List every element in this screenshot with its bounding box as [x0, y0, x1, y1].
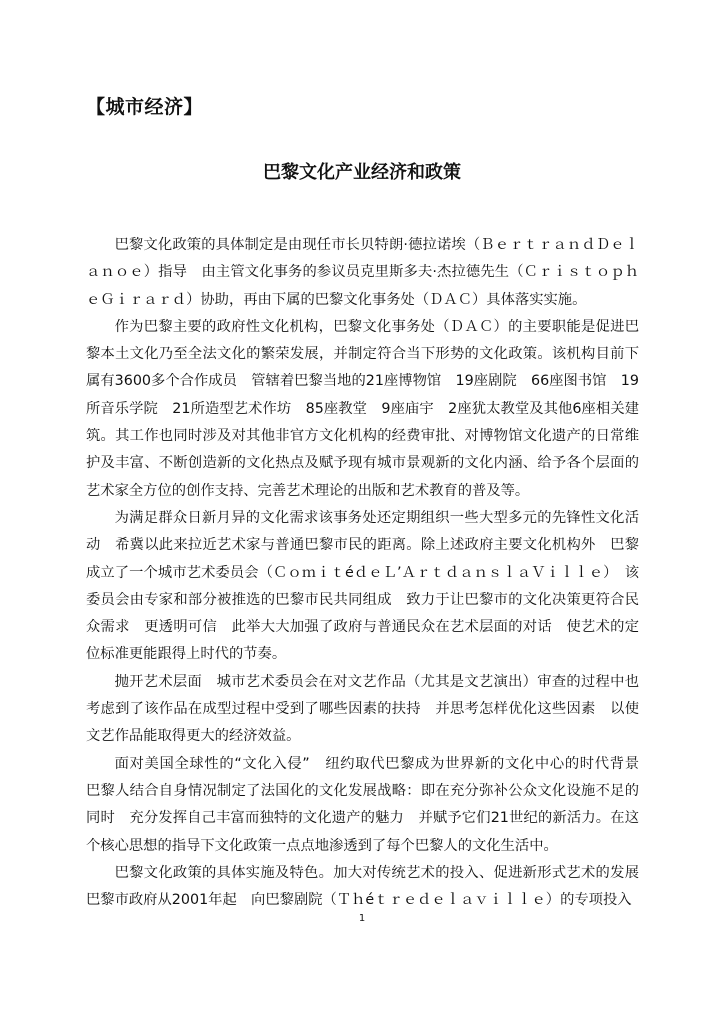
- article-body: [86, 232, 654, 914]
- article-title: 巴黎文化产业经济和政策: [263, 162, 461, 183]
- paragraph: 面对美国全球性的“文化入侵” 纽约取代巴黎成为世界新的文化中心的时代背景 巴黎人结合自身情况制定了法国化的文化发展战略：即在充分弥补公众文化设施不足的同时 充分发挥自己丰富而独特的文化遗产的魅力 并赋予它们21世纪的新活力。在这个核心思想的指导下文化政策一点点地渗透到了每个巴黎人的文化生活中。: [86, 755, 654, 854]
- paragraph: 作为巴黎主要的政府性文化机构，巴黎文化事务处（ＤＡＣ）的主要职能是促进巴黎本土文化乃至全法文化的繁荣发展，并制定符合当下形势的文化政策。该机构目前下属有3600多个合作成员 管辖着巴黎当地的21座博物馆 19座剧院 66座图书馆 19所音乐学院 21所造型艺术作坊 85座教堂 9座庙宇 2座犹太教堂及其他6座相关建筑。其工作也同时涉及对其他非官方文化机构的经费审批、对博物馆文化遗产的日常维护及丰富、不断创造新的文化热点及赋予现有城市景观新的文化内涵、给予各个层面的艺术家全方位的创作支持、完善艺术理论的出版和艺术教育的普及等。: [86, 318, 639, 499]
- paragraph: 巴黎文化政策的具体实施及特色。加大对传统艺术的投入、促进新形式艺术的发展巴黎市政府从2001年起 向巴黎剧院（Ｔｈéｔｒｅｄｅｌａｖｉｌｌｅ）的专项投入: [86, 864, 639, 909]
- paragraph: 抛开艺术层面 城市艺术委员会在对文艺作品（尤其是文艺演出）审查的过程中也考虑到了该作品在成型过程中受到了哪些因素的扶持 并思考怎样优化这些因素 以使文艺作品能取得更大的经济效益。: [86, 673, 639, 745]
- page-number: 1: [358, 913, 366, 924]
- paragraph: 为满足群众日新月异的文化需求该事务处还定期组织一些大型多元的先锋性文化活动 希冀以此来拉近艺术家与普通巴黎市民的距离。除上述政府主要文化机构外 巴黎成立了一个城市艺术委员会（ＣｏｍｉｔéｄｅＬ’ＡｒｔｄａｎｓｌａＶｉｌｌｅ） 该委员会由专家和部分被推选的巴黎市民共同组成 致力于让巴黎市的文化决策更符合民众需求 更透明可信 此举大大加强了政府与普通民众在艺术层面的对话 使艺术的定位标准更能跟得上时代的节奏。: [86, 509, 639, 663]
- section-tag: 【城市经济】: [86, 96, 204, 118]
- paragraph: 巴黎文化政策的具体制定是由现任市长贝特朗·德拉诺埃（ＢｅｒｔｒａｎｄＤｅｌａｎｏｅ）指导 由主管文化事务的参议员克里斯多夫·杰拉德先生（ＣｒｉｓｔｏｐｈｅＧｉｒａｒｄ）协助，再由下属的巴黎文化事务处（ＤＡＣ）具体落实实施。: [86, 237, 639, 308]
